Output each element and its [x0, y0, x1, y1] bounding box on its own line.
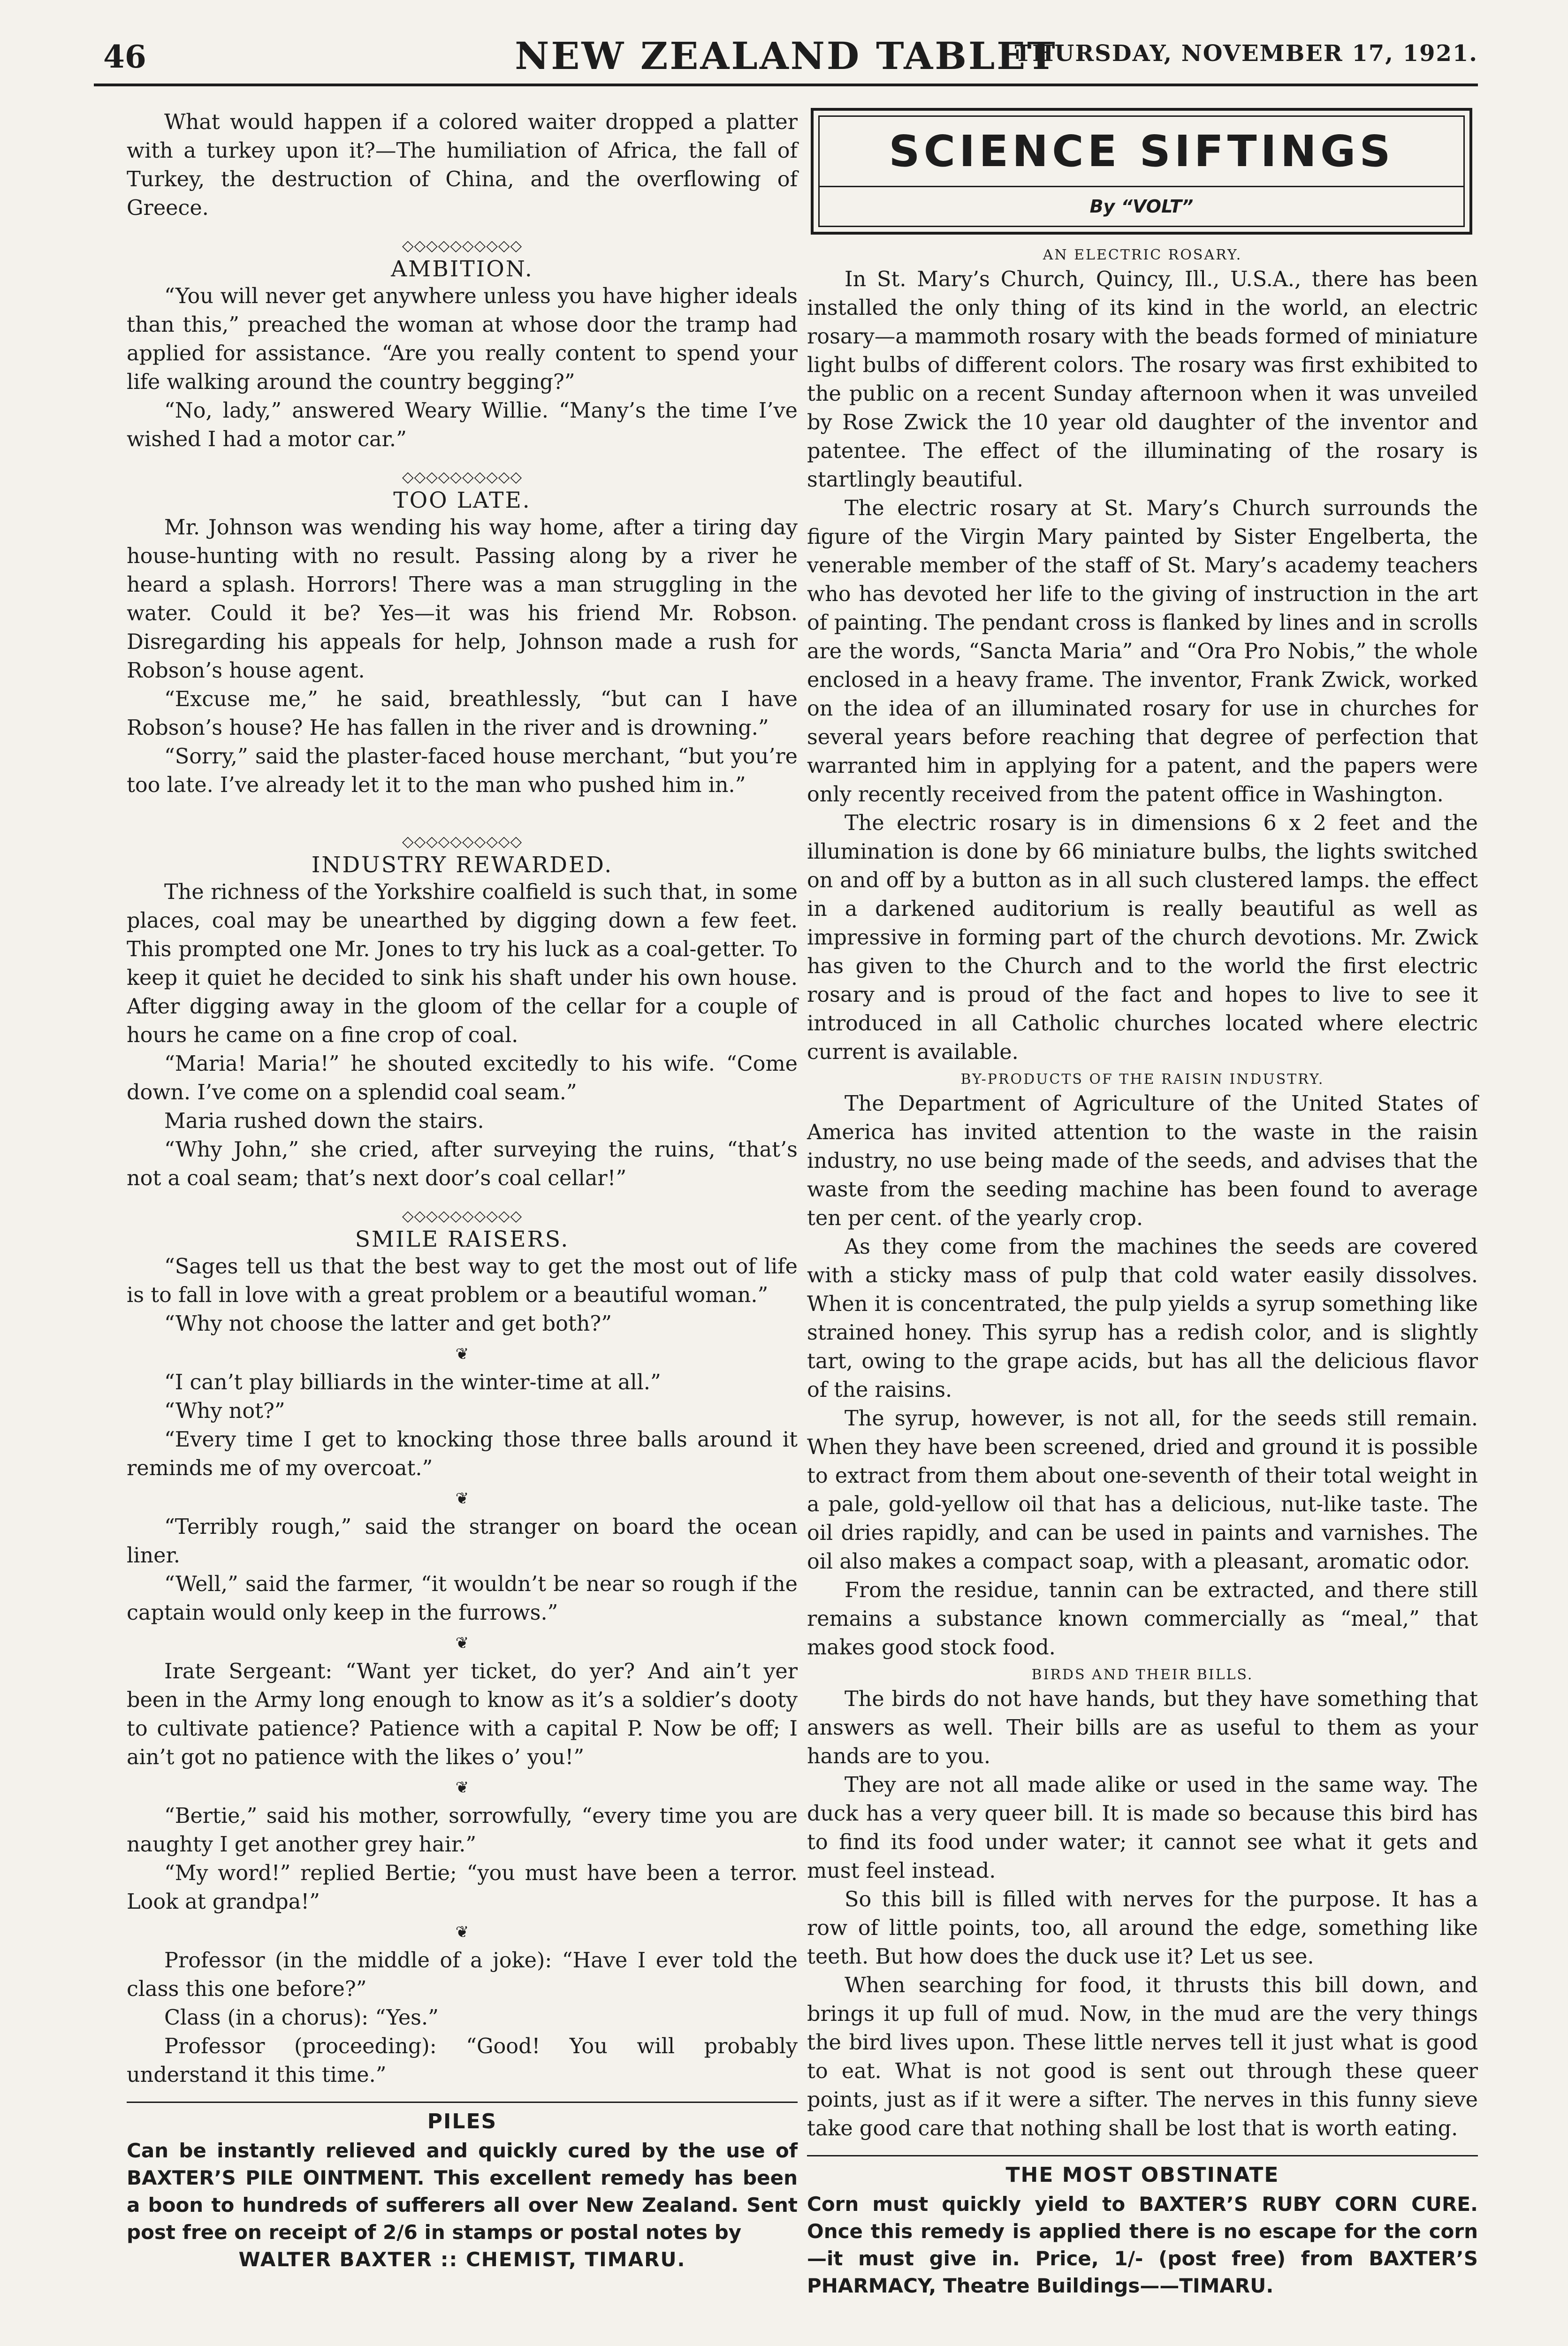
corn-cure-advertisement [807, 2163, 1478, 2300]
subhead-birds: BIRDS AND THEIR BILLS. [1031, 1667, 1254, 1683]
paragraph: The richness of the Yorkshire coalfield is such that, in some places, coal may be unearthed by digging down a few feet. This prompted one Mr. Jones to try his luck as a coal-getter. To keep it quiet he decided to sink his shaft under his own house. After digging away in the gloom of the cellar for a couple of hours he came on a fine crop of coal. [127, 880, 798, 1047]
science-siftings-title: SCIENCE SIFTINGS [820, 117, 1463, 187]
paragraph: The electric rosary is in dimensions 6 x 2 feet and the illumination is done by 66 miniature bulbs, the lights switched on and off by a button as in all such clustered lamps. the effect in a darkened auditorium is really beautiful as well as impressive in forming part of the church devotions. Mr. Zwick has given to the Church and to the world the first electric rosary and is proud of the fact and hopes to live to see it introduced in all Catholic churches located where electric current is available. [807, 811, 1478, 1064]
paragraph: “Why not choose the latter and get both?” [164, 1312, 612, 1336]
header-rule [94, 84, 1478, 86]
paragraph: “Terribly rough,” said the stranger on board the ocean liner. [127, 1515, 798, 1568]
ad-divider [127, 2102, 798, 2103]
paragraph: So this bill is filled with nerves for the purpose. It has a row of little points, too, all around the edge, something like teeth. But how does the duck use it? Let us see. [807, 1888, 1478, 1969]
paragraph: “Maria! Maria!” he shouted excitedly to his wife. “Come down. I’ve come on a splendid coal seam.” [127, 1052, 798, 1104]
paragraph: Professor (proceeding): “Good! You will probably understand it this time.” [127, 2034, 798, 2087]
paragraph: The Department of Agriculture of the United States of America has invited attention to the waste in the raisin industry, no use being made of the seeds, and advises that the waste from the seeding machine has been found to average ten per cent. of the yearly crop. [807, 1092, 1478, 1230]
paragraph: Maria rushed down the stairs. [164, 1109, 484, 1133]
paragraph: From the residue, tannin can be extracted, and there still remains a substance known commercially as “meal,” that makes good stock food. [807, 1578, 1478, 1660]
paragraph: “Why not?” [164, 1399, 285, 1423]
paragraph: “Excuse me,” he said, breathlessly, “but can I have Robson’s house? He has fallen in the river and is drowning.” [127, 687, 798, 740]
paragraph: They are not all made alike or used in the same way. The duck has a very queer bill. It is made so because this bird has to find its food under water; it cannot see what it gets and must feel instead. [807, 1773, 1478, 1883]
paragraph: “Sorry,” said the plaster-faced house merchant, “but you’re too late. I’ve already let it to the man who pushed him in.” [127, 745, 798, 797]
paragraph: Professor (in the middle of a joke): “Have I ever told the class this one before?” [127, 1949, 798, 2001]
paragraph: “Well,” said the farmer, “it wouldn’t be near so rough if the captain would only keep in the furrows.” [127, 1572, 798, 1625]
paragraph: The electric rosary at St. Mary’s Church surrounds the figure of the Virgin Mary painted by Sister Engelberta, the venerable member of the staff of St. Mary’s academy teachers who has devoted her life to the giving of instruction in the art of painting. The pendant cross is flanked by lines and in scrolls are the words, “Sancta Maria” and “Ora Pro Nobis,” the whole enclosed in a heavy frame. The inventor, Frank Zwick, worked on the idea of an illuminated rosary for use in churches for several years before reaching that degree of perfection that warranted him in applying for a patent, and the papers were only recently received from the patent office in Washington. [807, 496, 1478, 807]
paragraph: In St. Mary’s Church, Quincy, Ill., U.S.A., there has been installed the only thing of its kind in the world, an electric rosary—a mammoth rosary with the beads formed of miniature light bulbs of different colors. The rosary was first exhibited to the public on a recent Sunday afternoon when it was unveiled by Rose Zwick the 10 year old daughter of the inventor and patentee. The effect of the illuminating of the rosary is startlingly beautiful. [807, 267, 1478, 492]
flower-ornament-icon: ❦ [455, 1923, 469, 1942]
paragraph: As they come from the machines the seeds are covered with a sticky mass of pulp that cold water easily dissolves. When it is concentrated, the pulp yields a syrup something like strained honey. This syrup has a redish color, and is slightly tart, owing to the grape acids, but has all the delicious flavor of the raisins. [807, 1235, 1478, 1402]
subhead-raisin: BY-PRODUCTS OF THE RAISIN INDUSTRY. [960, 1071, 1324, 1088]
paragraph: The syrup, however, is not all, for the seeds still remain. When they have been screened, dried and ground it is possible to extract from them about one-seventh of their total weight in a pale, gold-yellow oil that has a delicious, nut-like taste. The oil dries rapidly, and can be used in paints and varnishes. The oil also makes a compact soap, with a pleasant, aromatic odor. [807, 1407, 1478, 1574]
issue-date: THURSDAY, NOVEMBER 17, 1921. [1014, 40, 1478, 67]
right-column [807, 108, 1478, 2300]
paragraph: The birds do not have hands, but they have something that answers as well. Their bills are as useful to them as your hands are to you. [807, 1687, 1478, 1768]
left-column [127, 108, 798, 2271]
ad-body: Can be instantly relieved and quickly cured by the use of BAXTER’S PILE OINTMENT. This excellent remedy has been a boon to hundreds of sufferers all over New Zealand. Sent post free on receipt of 2/6 in stamps or postal notes by [127, 2139, 798, 2244]
flower-ornament-icon: ❦ [455, 1634, 469, 1653]
subhead-electric-rosary: AN ELECTRIC ROSARY. [1043, 247, 1242, 263]
ad-title: PILES [427, 2110, 497, 2133]
byline: By “VOLT” [1089, 196, 1194, 217]
piles-advertisement [127, 2110, 798, 2271]
ornament-divider: ◇◇◇◇◇◇◇◇◇◇ [402, 236, 523, 254]
masthead: NEW ZEALAND TABLET [515, 34, 1057, 78]
section-title-industry: INDUSTRY REWARDED. [311, 852, 613, 878]
paragraph: “My word!” replied Bertie; “you must have been a terror. Look at grandpa!” [127, 1861, 798, 1914]
paragraph: “Every time I get to knocking those three balls around it reminds me of my overcoat.” [127, 1428, 798, 1480]
paragraph: “No, lady,” answered Weary Willie. “Many’s the time I’ve wished I had a motor car.” [127, 399, 798, 451]
intro-paragraph: What would happen if a colored waiter dropped a platter with a turkey upon it?—The humiliation of Africa, the fall of Turkey, the destruction of China, and the overflowing of Greece. [127, 110, 798, 220]
ornament-divider: ◇◇◇◇◇◇◇◇◇◇ [402, 832, 523, 850]
paragraph: When searching for food, it thrusts this bill down, and brings it up full of mud. Now, in the mud are the very things the bird lives upon. These little nerves tell it just what is good to eat. What is not good is sent out through these queer points, just as if it were a sifter. The nerves in this funny sieve take good care that nothing shall be lost that is worth eating. [807, 1973, 1478, 2140]
ad-body: Corn must quickly yield to BAXTER’S RUBY CORN CURE. Once this remedy is applied there is no escape for the corn—it must give in. Price, 1/- (post free) from BAXTER’S PHARMACY, Theatre Buildings——TIMARU. [807, 2193, 1478, 2297]
paragraph: Mr. Johnson was wending his way home, after a tiring day house-hunting with no result. Passing along by a river he heard a splash. Horrors! There was a man struggling in the water. Could it be? Yes—it was his friend Mr. Robson. Disregarding his appeals for help, Johnson made a rush for Robson’s house agent. [127, 516, 798, 683]
paragraph: “Sages tell us that the best way to get the most out of life is to fall in love with a great problem or a beautiful woman.” [127, 1255, 798, 1307]
flower-ornament-icon: ❦ [455, 1489, 469, 1508]
section-title-too-late: TOO LATE. [393, 487, 531, 513]
page-number: 46 [103, 38, 146, 75]
paragraph: “Bertie,” said his mother, sorrowfully, “every time you are naughty I get another grey hair.” [127, 1804, 798, 1857]
ad-title: THE MOST OBSTINATE [1005, 2163, 1279, 2187]
ad-divider [807, 2155, 1478, 2156]
paragraph: “Why John,” she cried, after surveying the ruins, “that’s not a coal seam; that’s next door’s coal cellar!” [127, 1138, 798, 1190]
paragraph: “I can’t play billiards in the winter-time at all.” [164, 1371, 661, 1394]
flower-ornament-icon: ❦ [455, 1345, 469, 1363]
flower-ornament-icon: ❦ [455, 1778, 469, 1797]
ad-signature: WALTER BAXTER :: CHEMIST, TIMARU. [238, 2248, 686, 2271]
section-title-ambition: AMBITION. [391, 256, 533, 282]
paragraph: “You will never get anywhere unless you have higher ideals than this,” preached the woman at whose door the tramp had applied for assistance. “Are you really content to spend your life walking around the country begging?” [127, 284, 798, 394]
ornament-divider: ◇◇◇◇◇◇◇◇◇◇ [402, 468, 523, 486]
page-header [94, 34, 1478, 85]
science-siftings-box [811, 108, 1472, 235]
paragraph: Irate Sergeant: “Want yer ticket, do yer? And ain’t yer been in the Army long enough to know as it’s a soldier’s dooty to cultivate patience? Patience with a capital P. Now be off; I ain’t got no patience with the likes o’ you!” [127, 1660, 798, 1769]
paragraph: Class (in a chorus): “Yes.” [164, 2006, 439, 2030]
section-title-smile-raisers: SMILE RAISERS. [355, 1226, 570, 1252]
ornament-divider: ◇◇◇◇◇◇◇◇◇◇ [402, 1207, 523, 1225]
